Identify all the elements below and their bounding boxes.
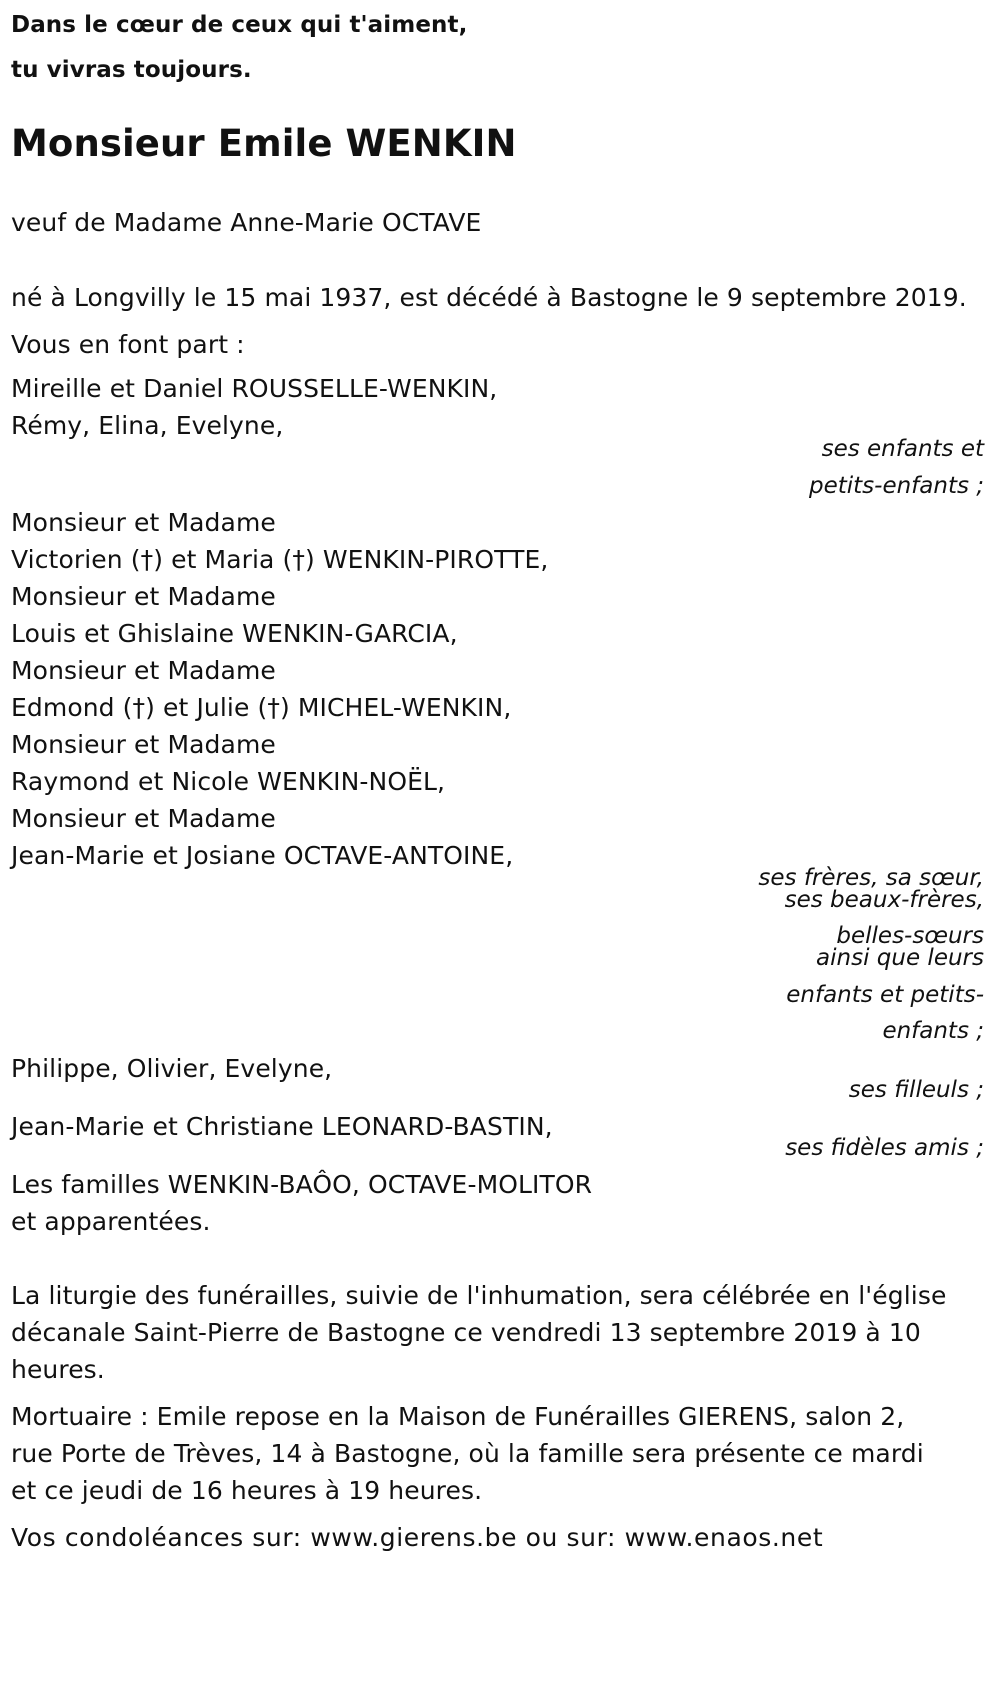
condolences-line: Vos condoléances sur: www.gierens.be ou sur: www.enaos.net — [11, 1523, 824, 1552]
announcement-intro: Vous en font part : — [11, 330, 245, 359]
children-line: Mireille et Daniel ROUSSELLE-WENKIN, — [11, 374, 498, 403]
godchildren-relation: ses filleuls ; — [848, 1077, 984, 1103]
funeral-line: décanale Saint-Pierre de Bastogne ce vendredi 13 septembre 2019 à 10 — [11, 1318, 921, 1347]
siblings-line: Monsieur et Madame — [11, 730, 276, 759]
deceased-name: Monsieur Emile WENKIN — [11, 122, 517, 165]
epitaph-line-1: Dans le cœur de ceux qui t'aiment, — [11, 12, 468, 38]
funeral-line: La liturgie des funérailles, suivie de l'inhumation, sera célébrée en l'église — [11, 1281, 947, 1310]
birth-death-line: né à Longvilly le 15 mai 1937, est décédé à Bastogne le 9 septembre 2019. — [11, 283, 967, 312]
children-relation: petits-enfants ; — [808, 473, 984, 499]
siblings-line: Raymond et Nicole WENKIN-NOËL, — [11, 767, 446, 796]
siblings-line: Louis et Ghislaine WENKIN-GARCIA, — [11, 619, 458, 648]
godchildren-line: Philippe, Olivier, Evelyne, — [11, 1054, 333, 1083]
siblings-relation: enfants et petits- — [786, 982, 984, 1008]
siblings-line: Monsieur et Madame — [11, 804, 276, 833]
siblings-relation: ses frères, sa sœur, — [758, 865, 984, 891]
siblings-line: Monsieur et Madame — [11, 656, 276, 685]
siblings-line: Jean-Marie et Josiane OCTAVE-ANTOINE, — [11, 841, 514, 870]
children-relation: ses enfants et — [821, 436, 984, 462]
siblings-line: Monsieur et Madame — [11, 582, 276, 611]
siblings-relation: enfants ; — [882, 1018, 984, 1044]
friends-line: Jean-Marie et Christiane LEONARD-BASTIN, — [11, 1112, 553, 1141]
funeral-line: heures. — [11, 1355, 105, 1384]
siblings-relation: ses beaux-frères, — [784, 887, 984, 913]
families-line: Les familles WENKIN-BAÔO, OCTAVE-MOLITOR — [11, 1170, 593, 1199]
families-line: et apparentées. — [11, 1207, 211, 1236]
widower-line: veuf de Madame Anne-Marie OCTAVE — [11, 208, 482, 237]
mortuary-line: et ce jeudi de 16 heures à 19 heures. — [11, 1476, 483, 1505]
siblings-line: Edmond (†) et Julie (†) MICHEL-WENKIN, — [11, 693, 512, 722]
siblings-relation: belles-sœurs — [836, 923, 984, 949]
mortuary-line: Mortuaire : Emile repose en la Maison de Funérailles GIERENS, salon 2, — [11, 1402, 905, 1431]
siblings-relation: ainsi que leurs — [816, 945, 984, 971]
epitaph-line-2: tu vivras toujours. — [11, 57, 252, 83]
mortuary-line: rue Porte de Trèves, 14 à Bastogne, où la famille sera présente ce mardi — [11, 1439, 924, 1468]
friends-relation: ses fidèles amis ; — [785, 1135, 984, 1161]
siblings-line: Monsieur et Madame — [11, 508, 276, 537]
grandchildren-line: Rémy, Elina, Evelyne, — [11, 411, 284, 440]
siblings-line: Victorien (†) et Maria (†) WENKIN-PIROTTE, — [11, 545, 549, 574]
